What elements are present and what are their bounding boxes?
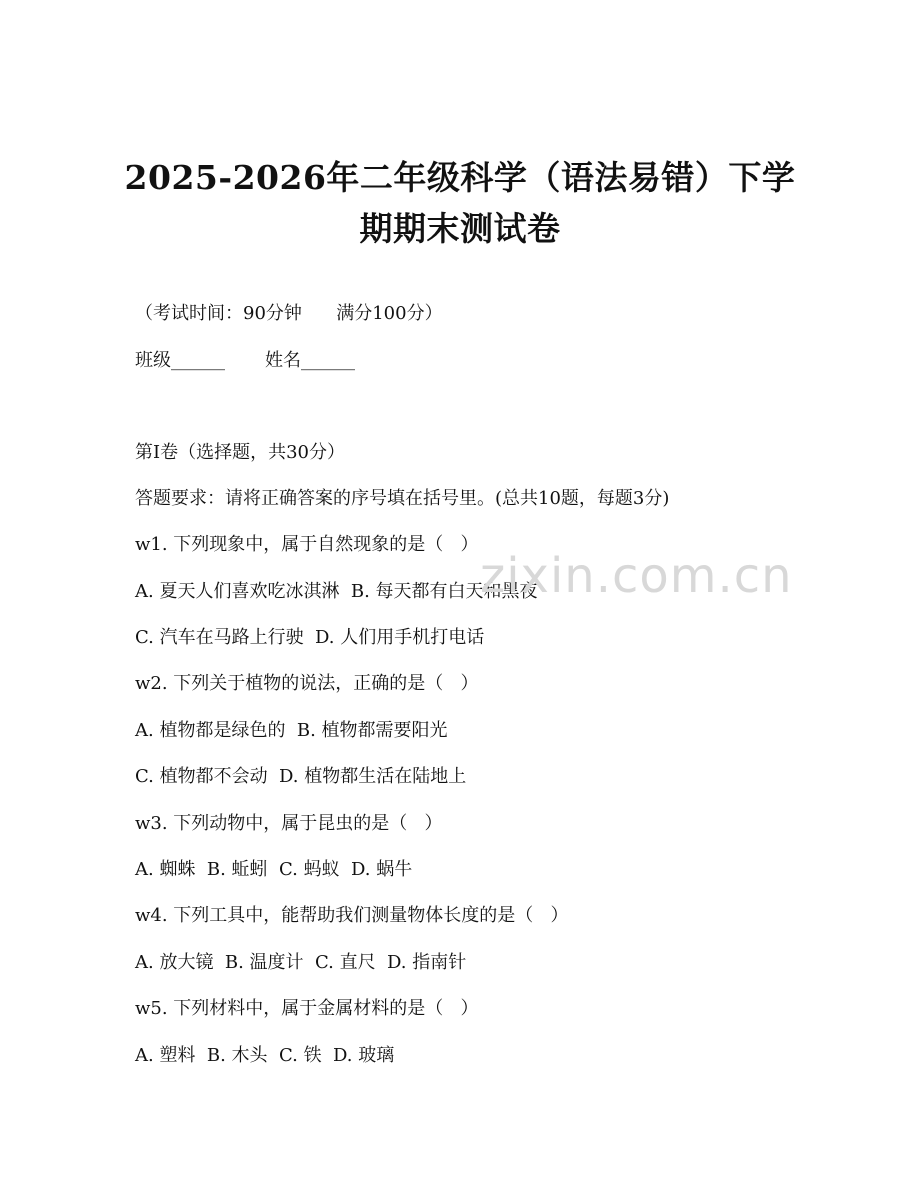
- question-options: C. 植物都不会动 D. 植物都生活在陆地上: [135, 766, 467, 787]
- question-stem: w2. 下列关于植物的说法，正确的是（ ）: [135, 673, 479, 694]
- student-info: 班级______ 姓名______: [135, 350, 356, 371]
- question-stem: w5. 下列材料中，属于金属材料的是（ ）: [135, 998, 479, 1019]
- question-options: A. 放大镜 B. 温度计 C. 直尺 D. 指南针: [135, 952, 467, 973]
- question-options: A. 蜘蛛 B. 蚯蚓 C. 蚂蚁 D. 蜗牛: [135, 859, 413, 880]
- watermark: zixin.com.cn: [480, 548, 793, 604]
- question-stem: w4. 下列工具中，能帮助我们测量物体长度的是（ ）: [135, 905, 569, 926]
- question-stem: w3. 下列动物中，属于昆虫的是（ ）: [135, 813, 443, 834]
- exam-info: （考试时间：90分钟 满分100分）: [135, 303, 443, 324]
- section-heading: 第I卷（选择题，共30分）: [135, 442, 346, 463]
- question-options: A. 植物都是绿色的 B. 植物都需要阳光: [135, 720, 448, 741]
- question-stem: w1. 下列现象中，属于自然现象的是（ ）: [135, 534, 479, 555]
- question-options: C. 汽车在马路上行驶 D. 人们用手机打电话: [135, 627, 485, 648]
- exam-title-line-2: 期期末测试卷: [359, 209, 561, 248]
- question-options: A. 夏天人们喜欢吃冰淇淋 B. 每天都有白天和黑夜: [135, 581, 538, 602]
- instructions: 答题要求：请将正确答案的序号填在括号里。(总共10题，每题3分): [135, 488, 670, 509]
- exam-title: [60, 152, 860, 254]
- question-options: A. 塑料 B. 木头 C. 铁 D. 玻璃: [135, 1045, 395, 1066]
- exam-title-line-1: 2025-2026年二年级科学（语法易错）下学: [124, 158, 796, 197]
